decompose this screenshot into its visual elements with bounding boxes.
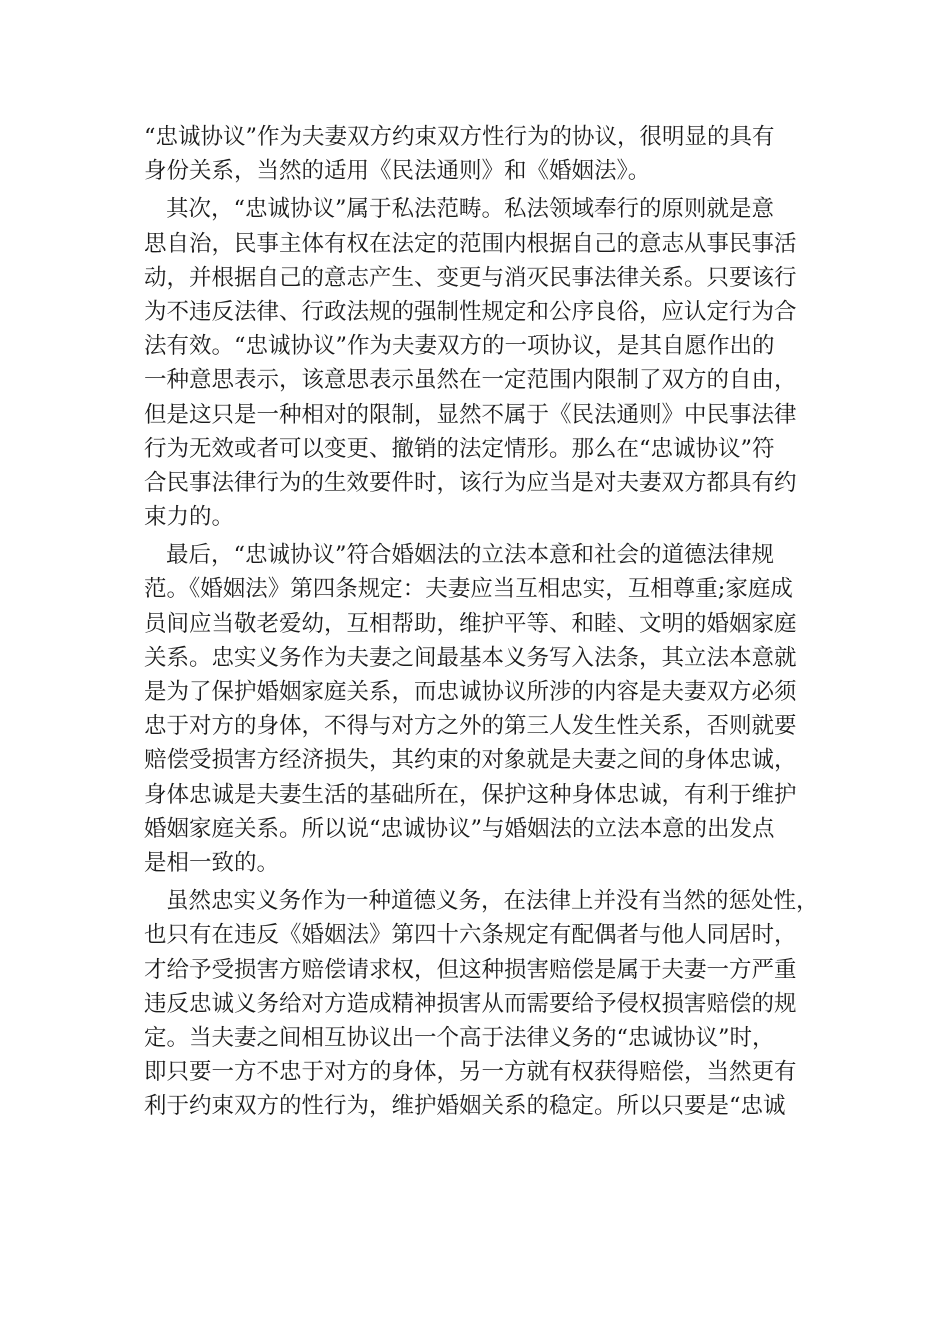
text-line: 虽然忠实义务作为一种道德义务，在法律上并没有当然的惩处性， xyxy=(166,888,819,915)
text-line: 员间应当敬老爱幼，互相帮助，维护平等、和睦、文明的婚姻家庭 xyxy=(144,610,797,637)
paragraph xyxy=(144,120,816,188)
text-line: 但是这只是一种相对的限制，显然不属于《民法通则》中民事法律 xyxy=(144,401,797,428)
text-line: 思自治，民事主体有权在法定的范围内根据自己的意志从事民事活 xyxy=(144,230,797,257)
text-line: 行为无效或者可以变更、撤销的法定情形。那么在“忠诚协议”符 xyxy=(144,435,775,462)
text-line: 即只要一方不忠于对方的身体，另一方就有权获得赔偿，当然更有 xyxy=(144,1059,797,1086)
text-line: 束力的。 xyxy=(144,504,235,531)
text-line: 身份关系，当然的适用《民法通则》和《婚姻法》。 xyxy=(144,158,651,185)
text-line: 身体忠诚是夫妻生活的基础所在，保护这种身体忠诚，有利于维护 xyxy=(144,781,797,808)
text-line: 关系。忠实义务作为夫妻之间最基本义务写入法条，其立法本意就 xyxy=(144,644,797,671)
text-line: 合民事法律行为的生效要件时，该行为应当是对夫妻双方都具有约 xyxy=(144,469,797,496)
text-line: 其次，“忠诚协议”属于私法范畴。私法领域奉行的原则就是意 xyxy=(166,196,775,223)
text-line: 婚姻家庭关系。所以说“忠诚协议”与婚姻法的立法本意的出发点 xyxy=(144,815,775,842)
text-line: 才给予受损害方赔偿请求权，但这种损害赔偿是属于夫妻一方严重 xyxy=(144,956,797,983)
text-line: 是为了保护婚姻家庭关系，而忠诚协议所涉的内容是夫妻双方必须 xyxy=(144,679,797,705)
text-line: 为不违反法律、行政法规的强制性规定和公序良俗，应认定行为合 xyxy=(144,298,797,325)
text-line: 动，并根据自己的意志产生、变更与消灭民事法律关系。只要该行 xyxy=(144,264,797,291)
paragraph xyxy=(144,192,816,534)
text-line: 范。《婚姻法》第四条规定：夫妻应当互相忠实，互相尊重;家庭成 xyxy=(144,576,793,603)
text-line: 是相一致的。 xyxy=(144,849,280,876)
text-line: 法有效。“忠诚协议”作为夫妻双方的一项协议，是其自愿作出的 xyxy=(144,333,775,360)
paragraph xyxy=(144,538,816,880)
text-line: 最后，“忠诚协议”符合婚姻法的立法本意和社会的道德法律规 xyxy=(166,542,775,569)
paragraph xyxy=(144,884,819,1123)
text-line: 赔偿受损害方经济损失，其约束的对象就是夫妻之间的身体忠诚， xyxy=(144,747,797,774)
text-line: 利于约束双方的性行为，维护婚姻关系的稳定。所以只要是“忠诚 xyxy=(144,1093,786,1120)
text-line: 忠于对方的身体，不得与对方之外的第三人发生性关系，否则就要 xyxy=(144,713,797,740)
document-body xyxy=(144,120,819,1123)
text-line: 也只有在违反《婚姻法》第四十六条规定有配偶者与他人同居时， xyxy=(144,922,797,949)
text-line: 违反忠诚义务给对方造成精神损害从而需要给予侵权损害赔偿的规 xyxy=(144,990,797,1017)
text-line: 定。当夫妻之间相互协议出一个高于法律义务的“忠诚协议”时， xyxy=(144,1024,775,1051)
text-line: “忠诚协议”作为夫妻双方约束双方性行为的协议，很明显的具有 xyxy=(144,124,775,150)
text-line: 一种意思表示，该意思表示虽然在一定范围内限制了双方的自由， xyxy=(144,367,797,394)
